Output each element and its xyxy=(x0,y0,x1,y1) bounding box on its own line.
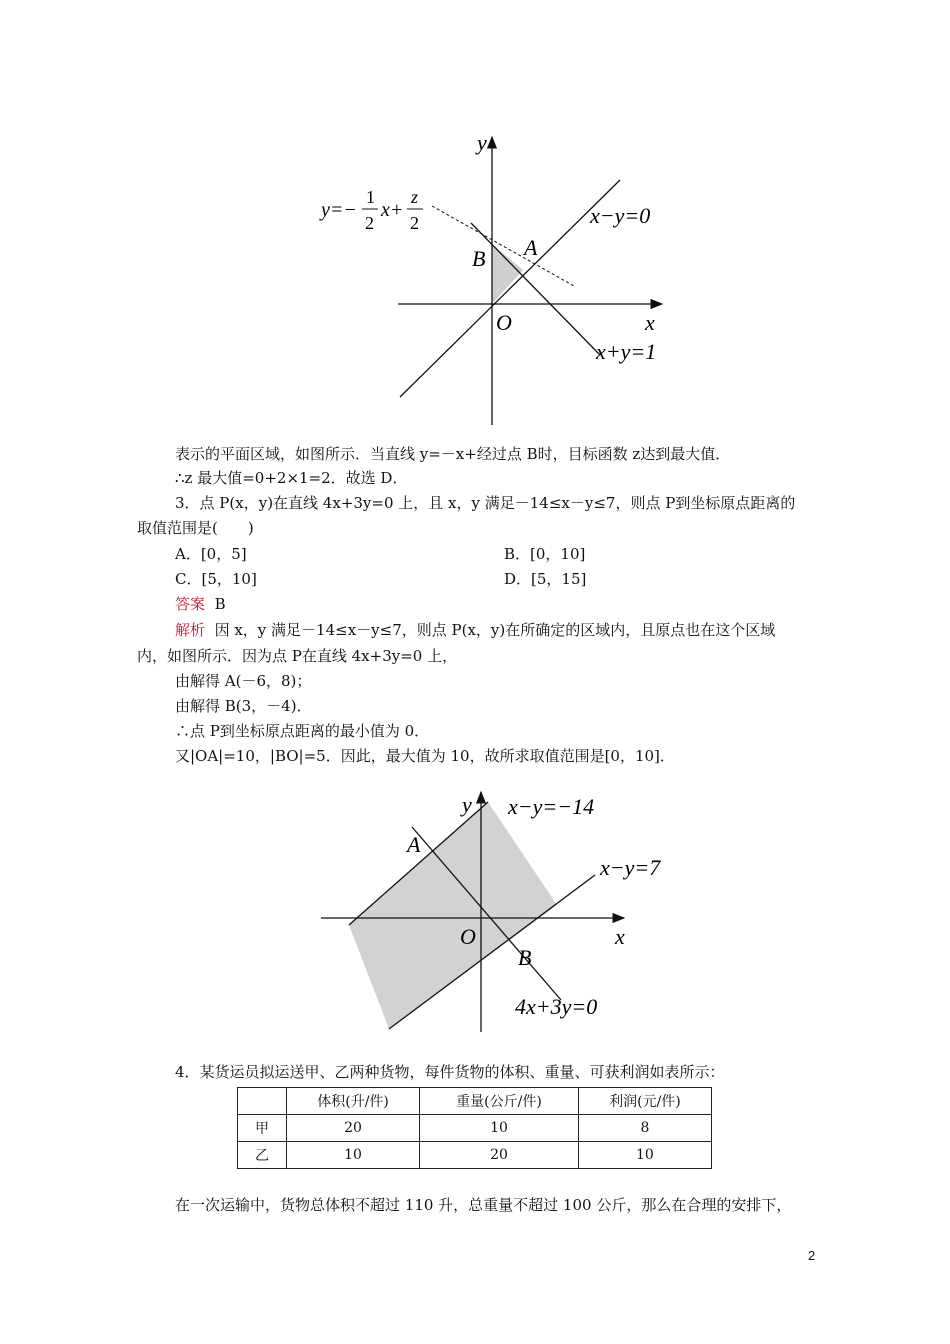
question4-after: 在一次运输中，货物总体积不超过 110 升，总重量不超过 100 公斤，那么在合理的安排下， xyxy=(175,1196,792,1214)
answer-label: 答案 xyxy=(175,595,206,613)
fig1-dashed-mid: x+ xyxy=(381,199,404,221)
fig1-point-a: A xyxy=(524,235,538,260)
figure-feasible-region-1 xyxy=(0,0,950,440)
table-header-row xyxy=(238,1088,712,1115)
analysis-line-4: 由解得 B(3，－4)． xyxy=(175,697,312,715)
table-cell: 10 xyxy=(578,1142,711,1169)
fig1-point-b: B xyxy=(472,246,486,271)
line-x-minus-y-0 xyxy=(400,180,620,397)
solution-line-1: 表示的平面区域，如图所示．当直线 y=－x+经过点 B时，目标函数 z达到最大值． xyxy=(175,445,731,463)
fig2-origin-label: O xyxy=(460,924,476,949)
shaded-region xyxy=(492,244,523,304)
fig1-frac2-num: z xyxy=(411,187,419,207)
table-header-cell: 重量(公斤/件) xyxy=(420,1088,579,1115)
table-header-cell: 利润(元/件) xyxy=(578,1088,711,1115)
fig1-frac2-den: 2 xyxy=(410,213,419,233)
fig2-point-a: A xyxy=(407,832,421,857)
analysis-line-6: 又|OA|=10，|BO|=5．因此，最大值为 10，故所求取值范围是[0，10]． xyxy=(175,747,675,765)
fig1-frac1-den: 2 xyxy=(365,213,374,233)
table-cell: 8 xyxy=(578,1115,711,1142)
analysis-line-1 xyxy=(175,619,775,641)
option-b: B．[0，10] xyxy=(504,545,586,563)
table-cell: 10 xyxy=(420,1115,579,1142)
analysis-line-2: 内，如图所示．因为点 P在直线 4x+3y=0 上， xyxy=(137,647,458,665)
fig2-point-b: B xyxy=(518,945,532,970)
fig1-x-label: x xyxy=(645,310,655,335)
fig2-line2-label: x−y=7 xyxy=(600,855,661,880)
table-cell: 10 xyxy=(287,1142,420,1169)
fig2-line3-label: 4x+3y=0 xyxy=(515,994,598,1019)
analysis-text-1: 因 x，y 满足－14≤x－y≤7，则点 P(x，y)在所确定的区域内，且原点也在这个区域 xyxy=(214,621,776,639)
fig2-y-label: y xyxy=(462,792,472,817)
fig1-line2-label: x+y=1 xyxy=(596,339,657,364)
analysis-line-3: 由解得 A(－6，8)； xyxy=(175,672,312,690)
question3-line2: 取值范围是( ) xyxy=(137,519,254,537)
option-d: D．[5，15] xyxy=(504,570,587,588)
goods-table xyxy=(237,1087,712,1169)
fig1-dashed-prefix: y=− xyxy=(321,199,357,221)
analysis-label: 解析 xyxy=(175,621,206,639)
table-cell: 20 xyxy=(420,1142,579,1169)
option-a: A．[0，5] xyxy=(175,545,247,563)
table-row xyxy=(238,1115,712,1142)
answer-line xyxy=(175,593,226,615)
fig1-frac1-num: 1 xyxy=(366,187,375,207)
fig2-x-label: x xyxy=(615,924,625,949)
question3-line1: 3．点 P(x，y)在直线 4x+3y=0 上，且 x，y 满足－14≤x－y≤7，则点 P到坐标原点距离的 xyxy=(175,494,796,512)
table-row xyxy=(238,1142,712,1169)
table-cell: 乙 xyxy=(238,1142,287,1169)
page-number: 2 xyxy=(808,1248,816,1263)
fig1-y-label: y xyxy=(477,130,487,155)
answer-value: B xyxy=(214,595,226,613)
solution-line-2: ∴z 最大值=0+2×1=2．故选 D． xyxy=(175,469,408,487)
analysis-line-5: ∴点 P到坐标原点距离的最小值为 0． xyxy=(175,722,430,740)
table-cell: 20 xyxy=(287,1115,420,1142)
fig2-line1-label: x−y=−14 xyxy=(508,794,595,819)
table-cell: 甲 xyxy=(238,1115,287,1142)
option-c: C．[5，10] xyxy=(175,570,257,588)
table-header-cell xyxy=(238,1088,287,1115)
fig1-origin-label: O xyxy=(496,310,512,335)
question4-intro: 4．某货运员拟运送甲、乙两种货物，每件货物的体积、重量、可获利润如表所示： xyxy=(175,1063,725,1081)
table-header-cell: 体积(升/件) xyxy=(287,1088,420,1115)
fig1-line1-label: x−y=0 xyxy=(590,203,651,228)
figure-feasible-region-2 xyxy=(0,780,950,1060)
